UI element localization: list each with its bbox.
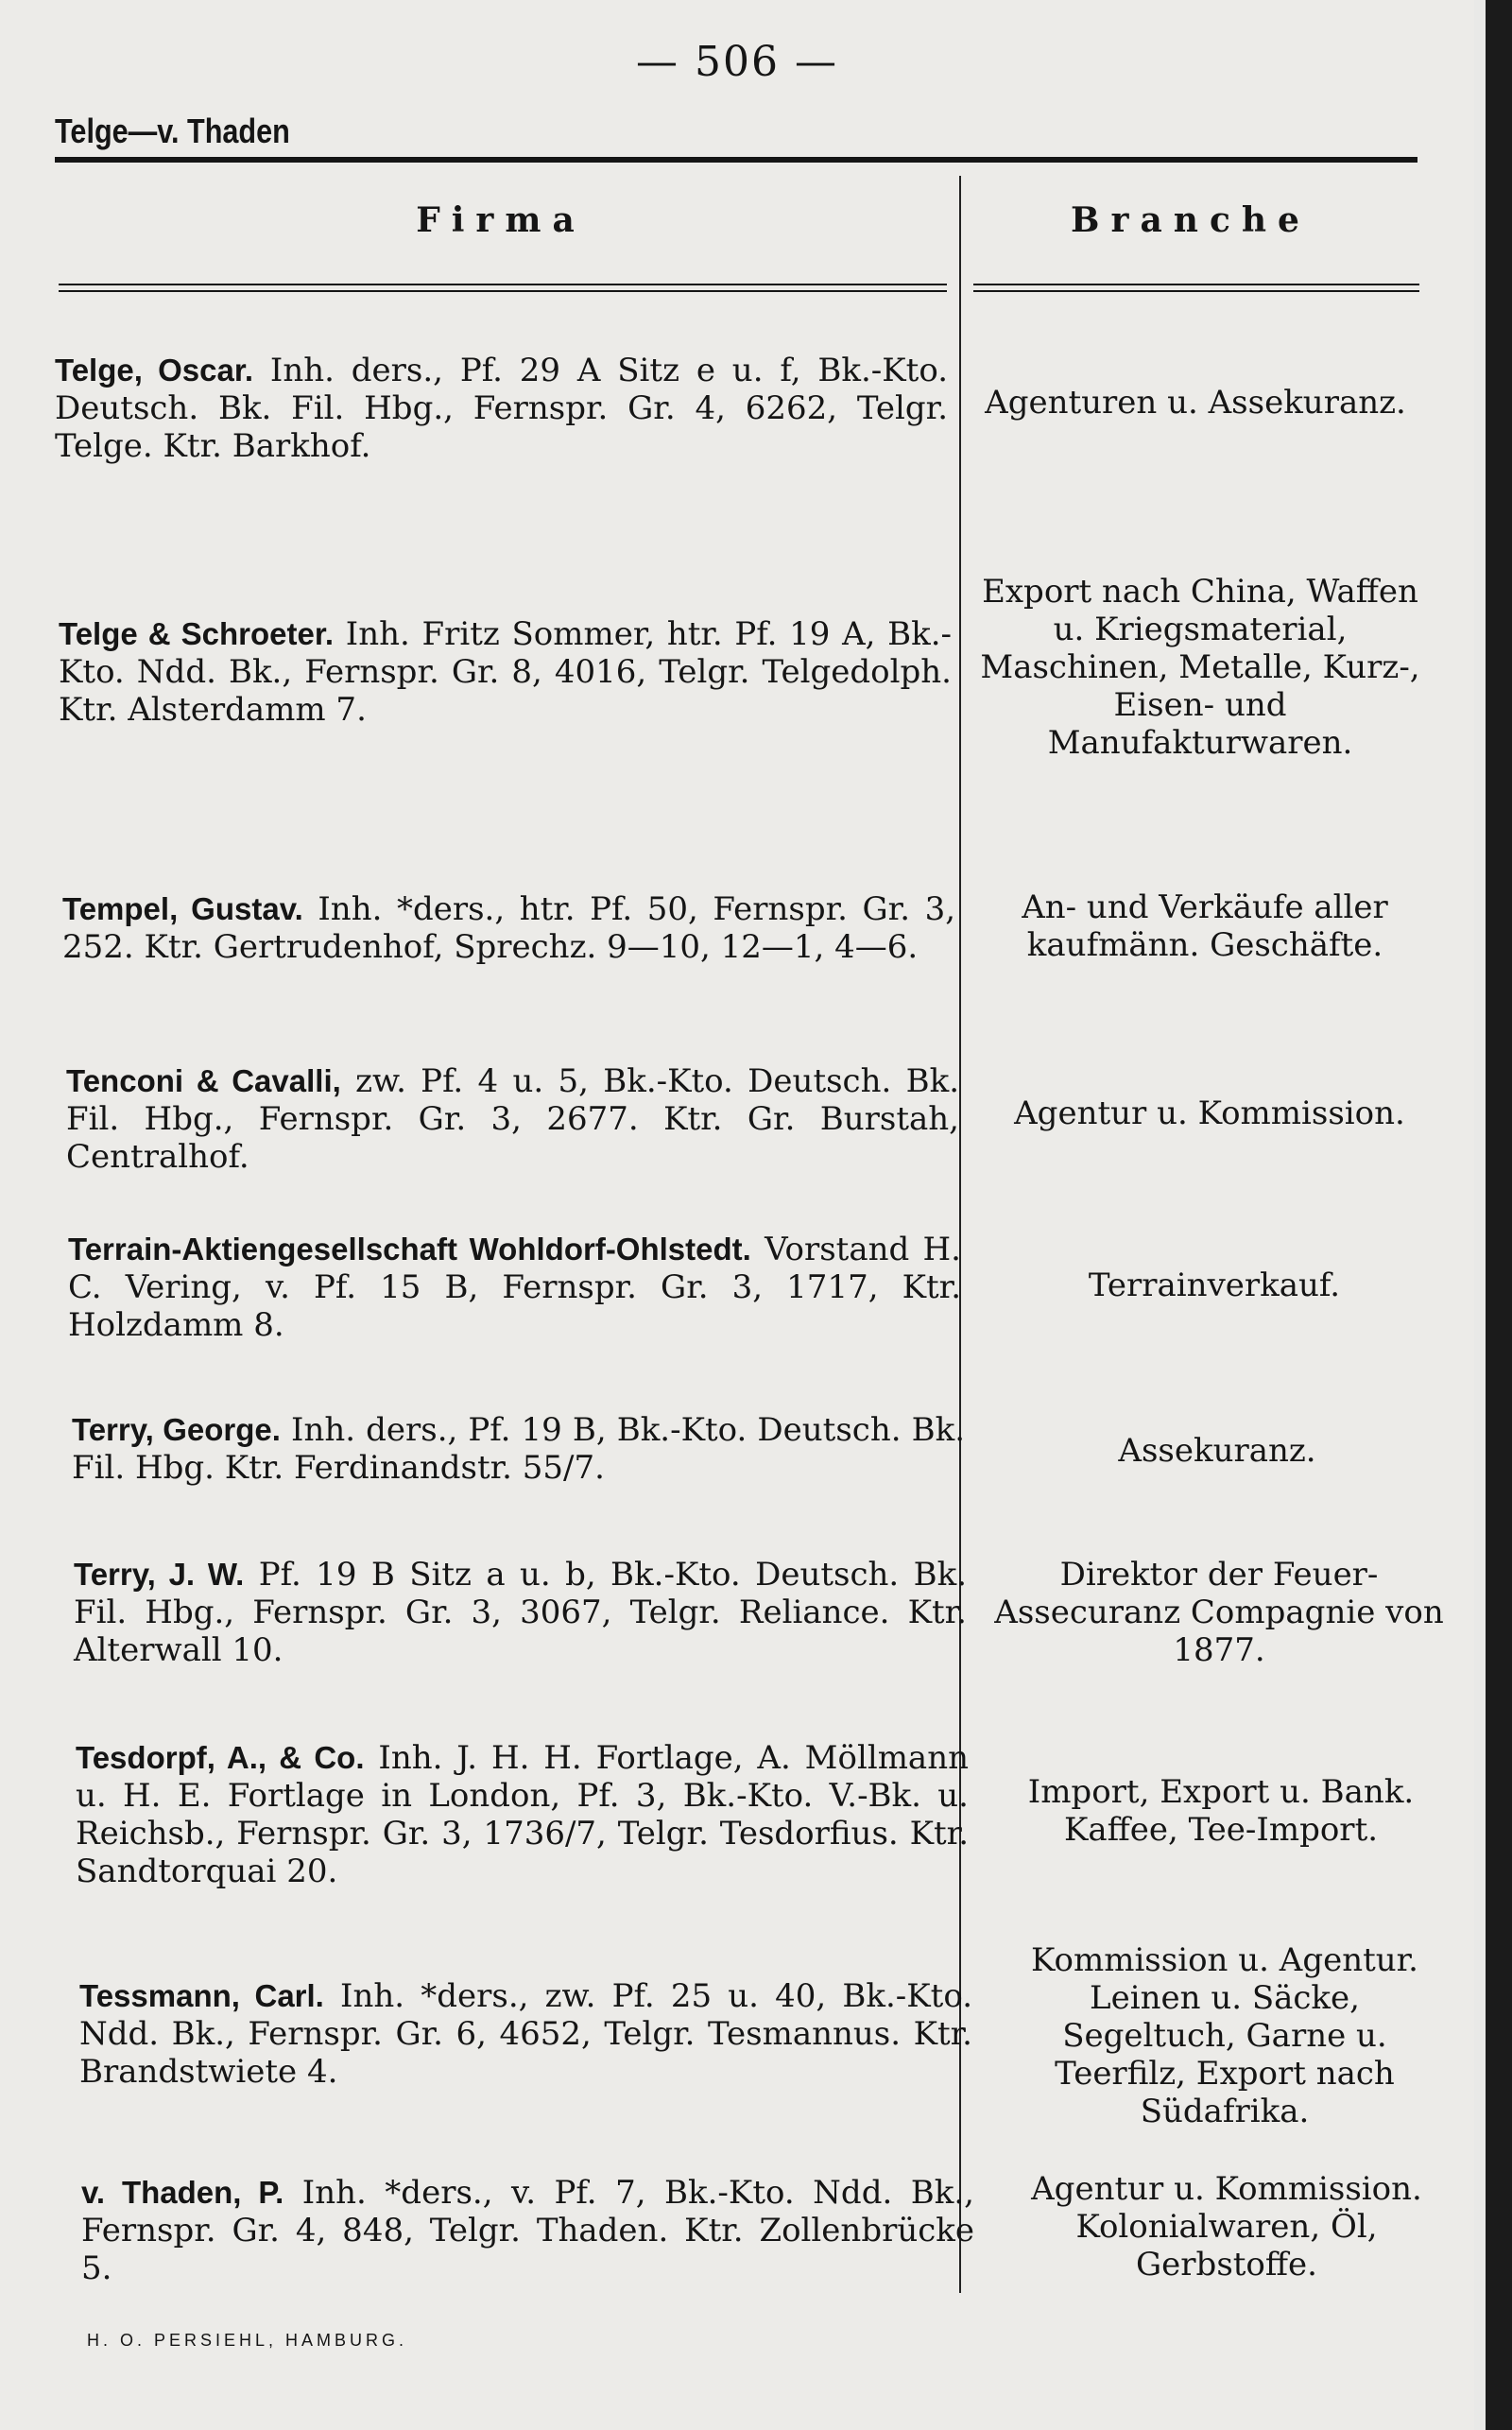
entry-name: Tessmann, Carl. — [79, 1978, 324, 2013]
entry-name: Terry, J. W. — [74, 1557, 245, 1592]
entry-branche: Terrainverkauf. — [1088, 1267, 1341, 1304]
entry-details: Inh. *ders., htr. Pf. 50, Fernspr. Gr. 3, 252. Ktr. Gertrudenhof, Sprechz. 9—10, 12—1, 4—6. — [62, 890, 956, 966]
entry-name: Terrain-Aktiengesellschaft Wohldorf-Ohlstedt. — [68, 1232, 751, 1267]
entry-firma — [55, 352, 948, 465]
entry-firma — [62, 890, 955, 966]
entry-name: Tempel, Gustav. — [62, 891, 303, 926]
entry-firma — [59, 615, 952, 729]
entry-firma — [76, 1739, 969, 1890]
column-header-firma: Firma — [416, 200, 586, 240]
header-rule — [55, 157, 1418, 163]
entry-details: Inh. *ders., zw. Pf. 25 u. 40, Bk.-Kto. Ndd. Bk., Fernspr. Gr. 6, 4652, Telgr. Tesmannus. Ktr. Brandstwiete 4. — [79, 1977, 973, 2091]
entry-details: zw. Pf. 4 u. 5, Bk.-Kto. Deutsch. Bk. Fil. Hbg., Fernspr. Gr. 3, 2677. Ktr. Gr. Burstah, Centralhof. — [66, 1062, 959, 1176]
header-underline-branche — [973, 284, 1419, 285]
entry-name: Telge, Oscar. — [55, 353, 254, 388]
entry-details: Inh. J. H. H. Fortlage, A. Möllmann u. H. E. Fortlage in London, Pf. 3, Bk.-Kto. V.-Bk. u. Reichsb., Fernspr. Gr. 3, 1736/7, Telgr. Tesdorfius. Ktr. Sandtorquai 20. — [76, 1739, 970, 1890]
page-edge-shadow — [1486, 0, 1512, 2430]
page-number: — 506 — — [636, 38, 838, 86]
entry-details: Inh. *ders., v. Pf. 7, Bk.-Kto. Ndd. Bk., Fernspr. Gr. 4, 848, Telgr. Thaden. Ktr. Zollenbrücke 5. — [81, 2174, 974, 2287]
entry-branche: Export nach China, Waffen u. Kriegsmaterial, Maschinen, Metalle, Kurz-, Eisen- und Manufakturwaren. — [980, 573, 1420, 762]
entry-branche: Agenturen u. Assekuranz. — [985, 384, 1406, 422]
entry-details: Vorstand H. C. Vering, v. Pf. 15 B, Fernspr. Gr. 3, 1717, Ktr. Holzdamm 8. — [68, 1231, 961, 1344]
header-underline-branche-2 — [973, 290, 1419, 292]
header-underline-firma-2 — [59, 290, 947, 292]
entry-branche: An- und Verkäufe aller kaufmänn. Geschäfte. — [1022, 888, 1388, 964]
entry-firma — [66, 1062, 959, 1176]
entry-branche: Direktor der Feuer-Assecuranz Compagnie von 1877. — [994, 1556, 1444, 1669]
entry-branche: Kommission u. Agentur. Leinen u. Säcke, Segeltuch, Garne u. Teerfilz, Export nach Südafrika. — [1031, 1941, 1418, 2130]
entry-details: Inh. ders., Pf. 19 B, Bk.-Kto. Deutsch. Bk. Fil. Hbg. Ktr. Ferdinandstr. 55/7. — [72, 1411, 966, 1487]
entry-firma — [68, 1231, 961, 1344]
entry-name: Tesdorpf, A., & Co. — [76, 1740, 365, 1775]
entry-firma — [79, 1977, 972, 2091]
entry-details: Inh. ders., Pf. 29 A Sitz e u. f, Bk.-Kto. Deutsch. Bk. Fil. Hbg., Fernspr. Gr. 4, 6262, Telgr. Telge. Ktr. Barkhof. — [55, 352, 949, 465]
running-head: Telge—v. Thaden — [55, 112, 290, 150]
header-underline-firma — [59, 284, 947, 285]
entry-name: Terry, George. — [72, 1412, 281, 1447]
entry-branche: Agentur u. Kommission. — [1014, 1094, 1405, 1132]
entry-firma — [81, 2174, 974, 2287]
entry-name: v. Thaden, P. — [81, 2175, 284, 2210]
entry-details: Inh. Fritz Sommer, htr. Pf. 19 A, Bk.-Kto. Ndd. Bk., Fernspr. Gr. 8, 4016, Telgr. Telgedolph. Ktr. Alsterdamm 7. — [59, 615, 952, 729]
entry-details: Pf. 19 B Sitz a u. b, Bk.-Kto. Deutsch. Bk. Fil. Hbg., Fernspr. Gr. 3, 3067, Telgr. Reliance. Ktr. Alterwall 10. — [74, 1556, 967, 1669]
entry-firma — [72, 1411, 965, 1487]
entry-name: Telge & Schroeter. — [59, 616, 335, 651]
entry-firma — [74, 1556, 967, 1669]
entry-branche: Assekuranz. — [1118, 1432, 1316, 1470]
column-header-branche: Branche — [1071, 200, 1311, 240]
entry-branche: Agentur u. Kommission. Kolonialwaren, Öl, Gerbstoffe. — [1031, 2170, 1422, 2284]
printer-imprint: H. O. PERSIEHL, HAMBURG. — [87, 2331, 408, 2350]
entry-name: Tenconi & Cavalli, — [66, 1063, 341, 1098]
entry-branche: Import, Export u. Bank. Kaffee, Tee-Import. — [1027, 1773, 1415, 1849]
